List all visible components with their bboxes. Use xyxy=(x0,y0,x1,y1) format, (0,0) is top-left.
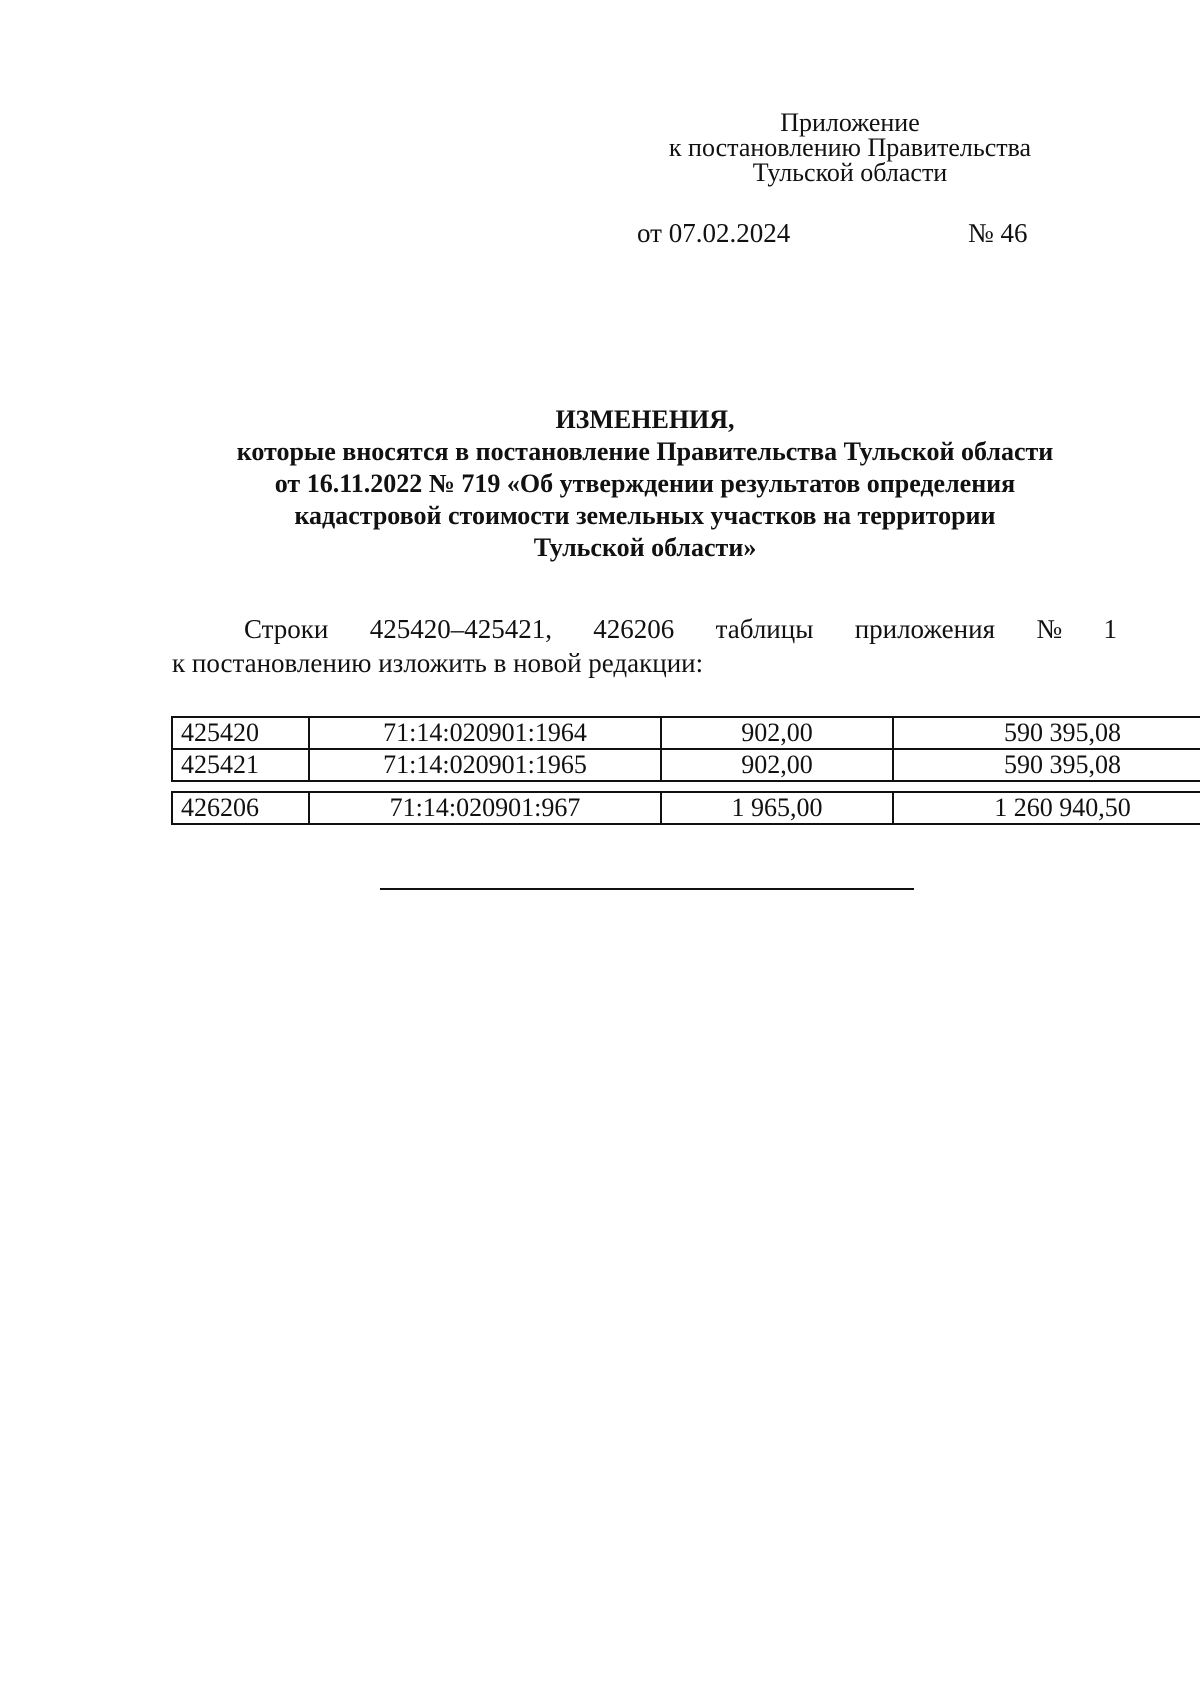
cadastral-value-cell: 590 395,08 xyxy=(893,717,1200,749)
row-number-cell: 425420 xyxy=(172,717,309,749)
paragraph-word: Строки xyxy=(244,614,329,644)
document-number: № 46 xyxy=(968,218,1028,248)
title-line-3: от 16.11.2022 № 719 «Об утверждении результатов определения xyxy=(274,469,1016,498)
table-row xyxy=(172,792,1200,824)
cadastral-number-cell: 71:14:020901:1964 xyxy=(309,717,661,749)
paragraph-word: приложения xyxy=(854,614,995,644)
cadastral-value-cell: 1 260 940,50 xyxy=(893,792,1200,824)
paragraph-line-2: к постановлению изложить в новой редакции: xyxy=(172,648,704,678)
area-cell: 1 965,00 xyxy=(661,792,893,824)
title-line-2: которые вносятся в постановление Правительства Тульской области xyxy=(236,437,1054,466)
replacement-table-b xyxy=(171,791,1200,825)
row-number-cell: 426206 xyxy=(172,792,309,824)
end-separator-line xyxy=(380,888,914,890)
replacement-table-a xyxy=(171,716,1200,782)
paragraph-word: 1 xyxy=(1103,614,1117,644)
appendix-header xyxy=(640,110,1060,185)
instruction-paragraph xyxy=(172,612,1117,680)
paragraph-word: № xyxy=(1036,614,1063,644)
table-row xyxy=(172,717,1200,749)
appendix-line-3: Тульской области xyxy=(752,158,948,187)
area-cell: 902,00 xyxy=(661,749,893,781)
title-line-4: кадастровой стоимости земельных участков на территории xyxy=(294,501,996,530)
appendix-line-2: к постановлению Правительства xyxy=(668,133,1032,162)
paragraph-word: 426206 xyxy=(593,614,675,644)
cadastral-number-cell: 71:14:020901:1965 xyxy=(309,749,661,781)
table-row xyxy=(172,749,1200,781)
document-title xyxy=(170,404,1120,564)
appendix-line-1: Приложение xyxy=(780,108,920,137)
paragraph-word: таблицы xyxy=(715,614,814,644)
document-date: от 07.02.2024 xyxy=(637,218,791,248)
area-cell: 902,00 xyxy=(661,717,893,749)
paragraph-line-1 xyxy=(172,612,1117,646)
row-number-cell: 425421 xyxy=(172,749,309,781)
paragraph-word: 425420–425421, xyxy=(369,614,552,644)
cadastral-value-cell: 590 395,08 xyxy=(893,749,1200,781)
title-line-5: Тульской области» xyxy=(533,533,757,562)
cadastral-number-cell: 71:14:020901:967 xyxy=(309,792,661,824)
title-line-1: ИЗМЕНЕНИЯ, xyxy=(555,405,735,434)
